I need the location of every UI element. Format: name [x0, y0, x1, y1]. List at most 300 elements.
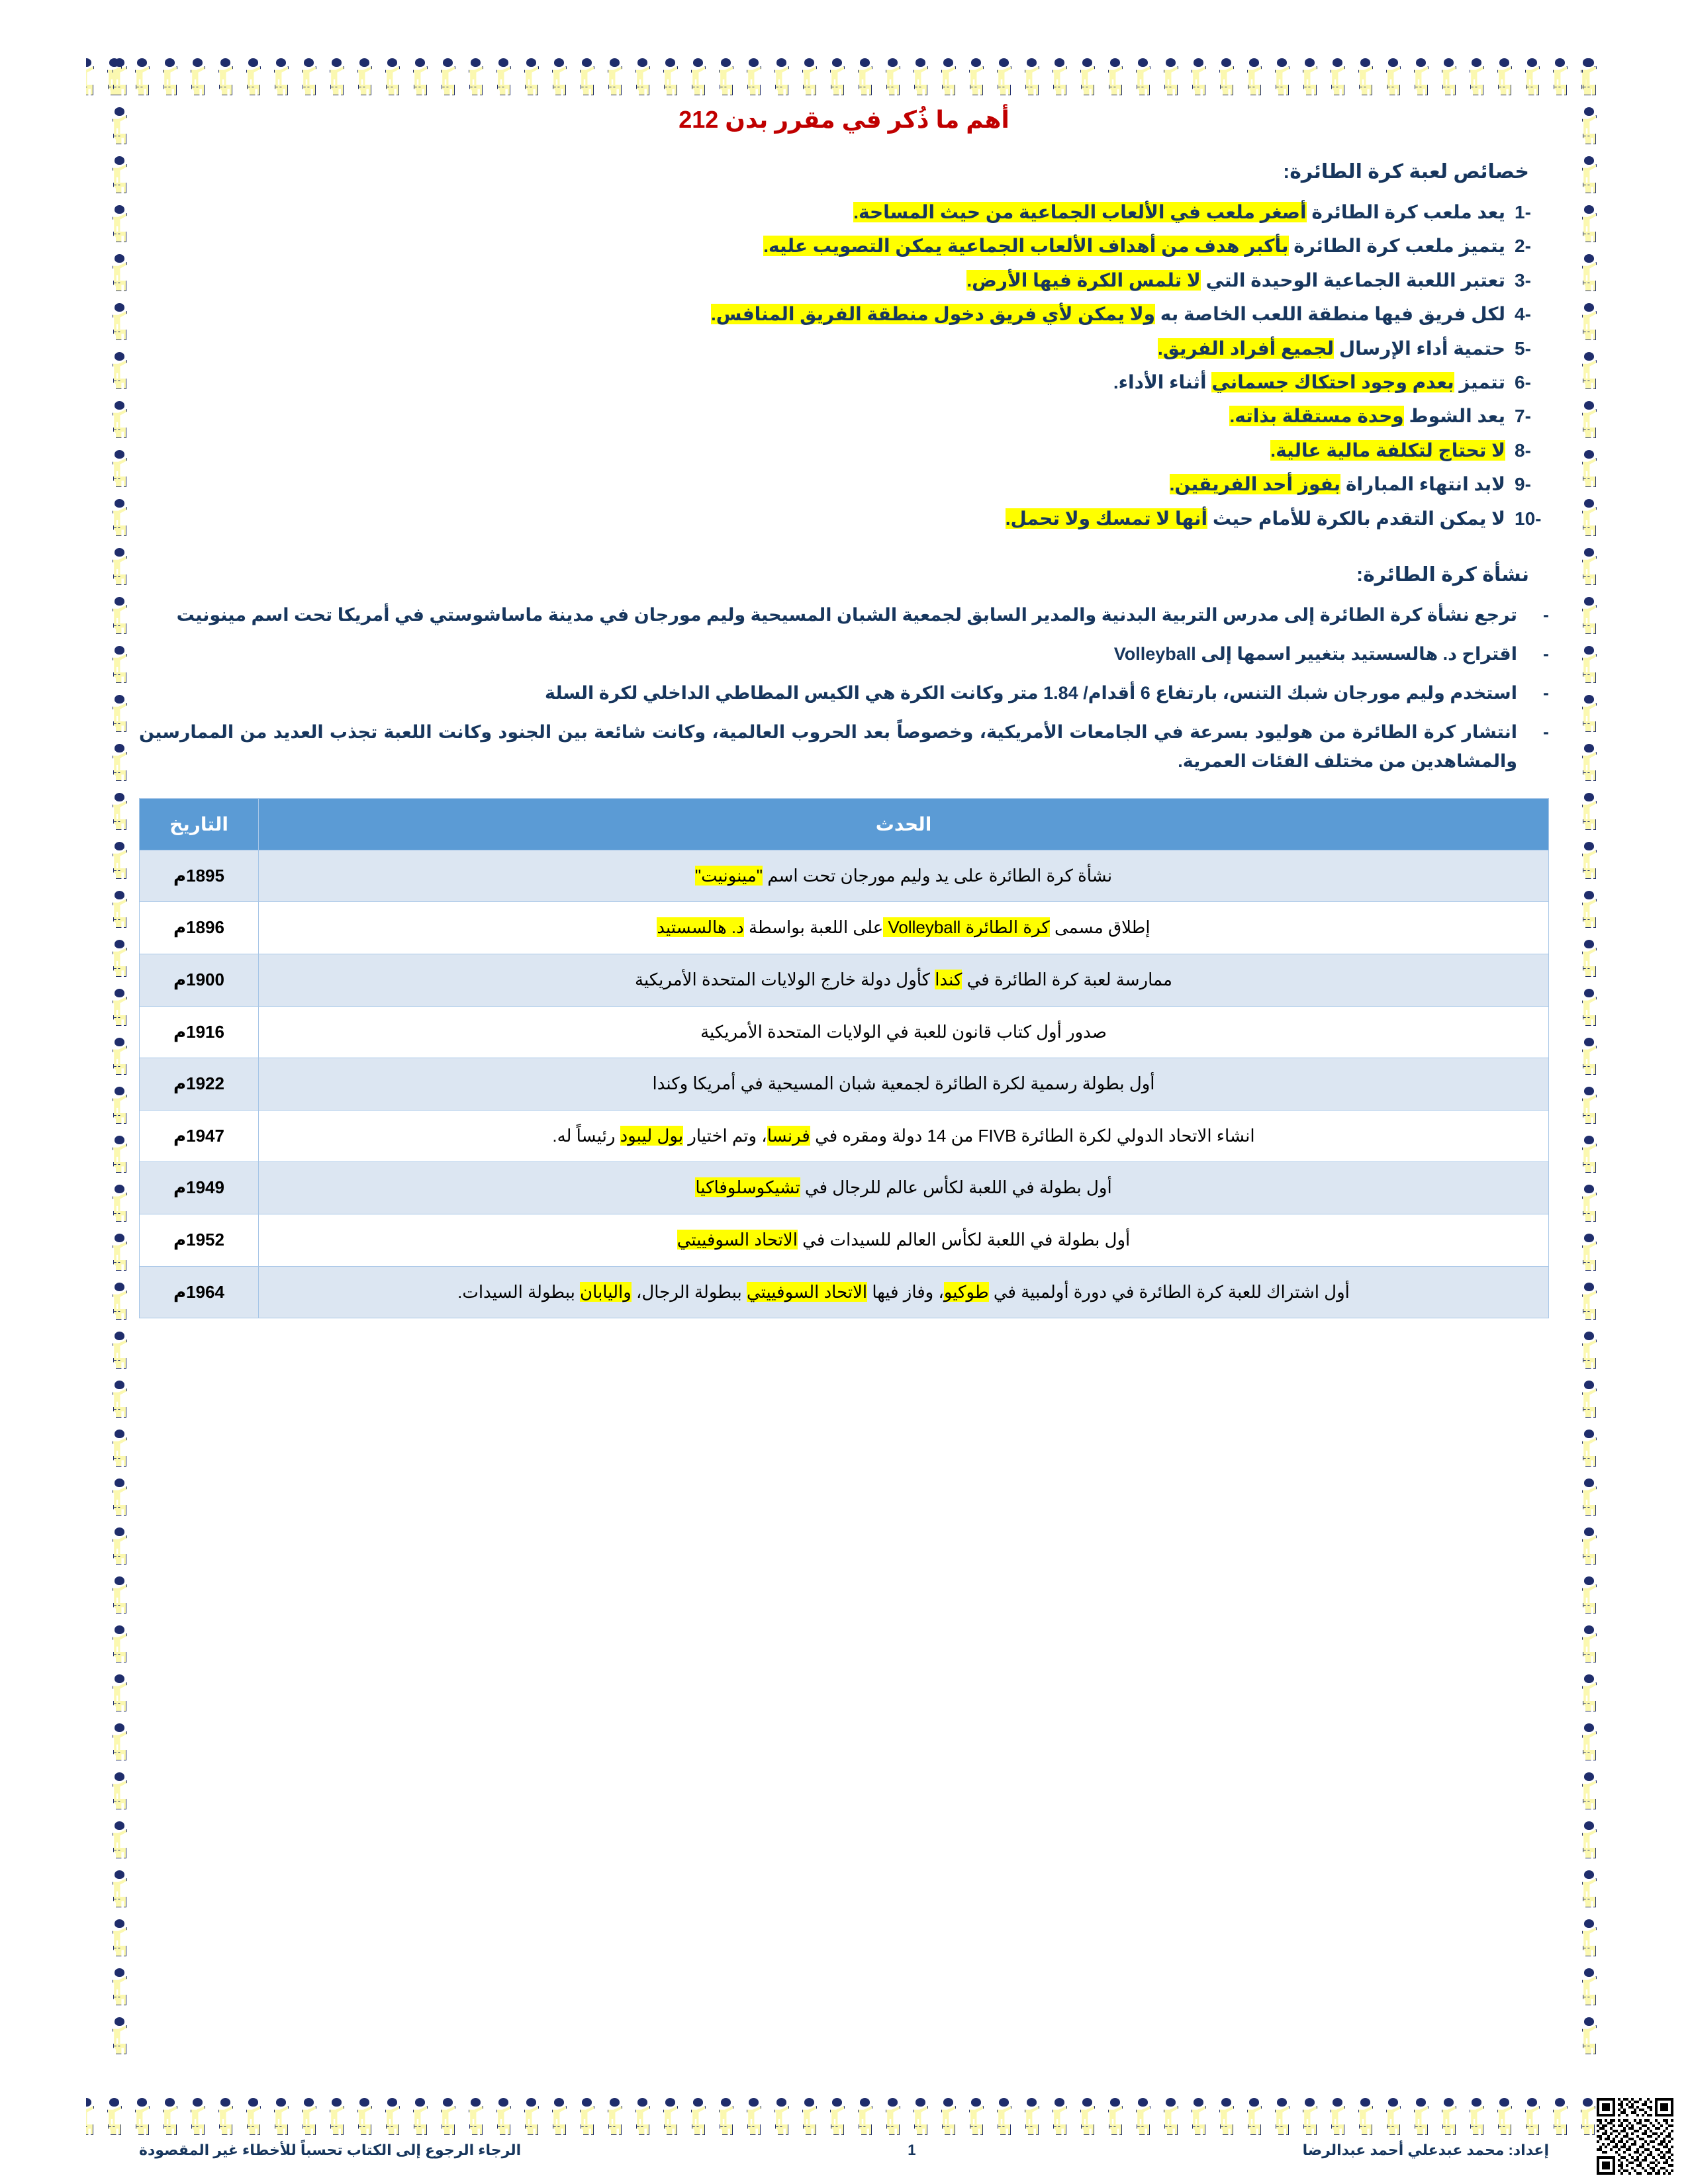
border-figurine-legs-icon	[113, 770, 126, 781]
border-figurine-legs-icon	[113, 1211, 126, 1222]
characteristic-item-text: تتميز بعدم وجود احتكاك جسماني أثناء الأداء.	[1113, 371, 1505, 392]
border-figurine-icon	[657, 2091, 684, 2140]
border-figurine-legs-icon	[1415, 2124, 1428, 2135]
border-figurine-legs-icon	[1137, 2124, 1150, 2135]
border-figurine-icon	[295, 52, 323, 101]
border-figurine-icon	[106, 1227, 134, 1276]
border-figurine-legs-icon	[1583, 1456, 1596, 1467]
border-figurine-icon	[106, 492, 134, 541]
border-figurine-legs-icon	[469, 2124, 483, 2135]
border-figurine-icon	[1102, 2091, 1129, 2140]
border-figurine-icon	[351, 2091, 379, 2140]
border-figurine-icon	[184, 2091, 212, 2140]
border-figurine-legs-icon	[1554, 2124, 1567, 2135]
border-figurine-icon	[240, 2091, 267, 2140]
border-figurine-legs-icon	[1303, 2124, 1317, 2135]
table-row	[140, 1110, 1549, 1162]
border-figurine-legs-icon	[164, 85, 177, 95]
border-figurine-icon	[184, 52, 212, 101]
border-figurine-icon	[106, 1325, 134, 1374]
border-figurine-legs-icon	[113, 672, 126, 683]
table-row	[140, 902, 1549, 954]
border-figurine-legs-icon	[608, 85, 622, 95]
border-figurine-icon	[1519, 2091, 1546, 2140]
border-figurine-icon	[351, 52, 379, 101]
border-figurine-icon	[462, 2091, 490, 2140]
border-figurine-icon	[879, 2091, 907, 2140]
border-figurine-legs-icon	[1583, 379, 1596, 389]
border-figurine-legs-icon	[442, 2124, 455, 2135]
border-figurine-icon	[518, 2091, 545, 2140]
border-figurine-icon	[106, 590, 134, 639]
highlighted-text: "مينونيت"	[694, 865, 763, 886]
border-figurine-legs-icon	[1583, 1554, 1596, 1565]
characteristic-item-text: لكل فريق فيها منطقة اللعب الخاصة به ولا يمكن لأي فريق دخول منطقة الفريق المنافس.	[710, 304, 1505, 325]
border-figurine-icon	[1129, 52, 1157, 101]
characteristic-item-text: يتميز ملعب كرة الطائرة بأكبر هدف من أهداف الألعاب الجماعية يمكن التصويب عليه.	[763, 236, 1505, 257]
border-figurine-icon	[990, 2091, 1018, 2140]
border-figurine-legs-icon	[113, 1897, 126, 1907]
characteristic-item-number: 5-	[1515, 338, 1531, 359]
border-figurine-legs-icon	[914, 85, 927, 95]
table-row	[140, 1266, 1549, 1318]
border-figurine-legs-icon	[1220, 2124, 1233, 2135]
border-figurine-icon	[1407, 52, 1435, 101]
border-figurine-icon	[434, 2091, 462, 2140]
border-figurine-legs-icon	[1583, 868, 1596, 879]
table-cell-date: 1895م	[140, 850, 259, 902]
border-figurine-icon	[518, 52, 545, 101]
border-figurine-icon	[106, 688, 134, 737]
characteristic-item-number: 8-	[1515, 439, 1531, 461]
border-figurine-icon	[1575, 150, 1603, 199]
border-figurine-icon	[106, 1766, 134, 1815]
table-cell-event: أول بطولة في اللعبة لكأس عالم للرجال في تشيكوسلوفاكيا	[259, 1162, 1549, 1214]
border-figurine-icon	[323, 52, 351, 101]
origin-item-bullet-icon: -	[1543, 722, 1549, 743]
characteristic-item-text: يعد الشوط وحدة مستقلة بذاته.	[1229, 406, 1505, 427]
highlighted-text: وحدة مستقلة بذاته.	[1229, 406, 1404, 427]
border-figurine-legs-icon	[330, 2124, 344, 2135]
border-figurine-icon	[907, 2091, 935, 2140]
page-footer	[139, 2142, 1549, 2159]
border-figurine-icon	[106, 982, 134, 1031]
border-figurine-icon	[1575, 933, 1603, 982]
border-figurine-icon	[1575, 101, 1603, 150]
border-figurine-legs-icon	[1583, 85, 1596, 95]
highlighted-text: واليابان	[580, 1281, 632, 1302]
border-figurine-legs-icon	[1583, 134, 1596, 144]
border-figurine-icon	[1575, 1080, 1603, 1129]
border-figurine-legs-icon	[113, 1946, 126, 1956]
border-figurine-icon	[1296, 2091, 1324, 2140]
border-figurine-icon	[1463, 52, 1491, 101]
border-figurine-legs-icon	[113, 966, 126, 977]
characteristic-item	[139, 334, 1549, 363]
highlighted-text: لجميع أفراد الفريق.	[1157, 338, 1335, 359]
border-figurine-icon	[128, 52, 156, 101]
table-cell-date: 1900م	[140, 954, 259, 1007]
table-cell-date: 1896م	[140, 902, 259, 954]
document-body	[139, 106, 1549, 2065]
border-figurine-icon	[740, 2091, 768, 2140]
border-figurine-legs-icon	[886, 2124, 900, 2135]
border-figurine-icon	[106, 1472, 134, 1521]
border-figurine-icon	[1575, 1178, 1603, 1227]
border-figurine-icon	[106, 1521, 134, 1570]
border-figurine-icon	[86, 2091, 101, 2140]
border-figurine-legs-icon	[497, 85, 510, 95]
border-figurine-icon	[106, 1374, 134, 1423]
border-figurine-legs-icon	[113, 1260, 126, 1271]
table-cell-event: إطلاق مسمى كرة الطائرة Volleyball على اللعبة بواسطة د. هالسستيد	[259, 902, 1549, 954]
border-figurine-icon	[962, 2091, 990, 2140]
border-figurine-legs-icon	[803, 85, 816, 95]
border-figurine-icon	[601, 2091, 629, 2140]
border-figurine-legs-icon	[247, 2124, 260, 2135]
border-figurine-icon	[935, 2091, 962, 2140]
border-figurine-legs-icon	[1331, 85, 1344, 95]
border-figurine-legs-icon	[1164, 85, 1178, 95]
border-figurine-icon	[106, 1423, 134, 1472]
border-figurine-legs-icon	[942, 85, 955, 95]
table-cell-date: 1964م	[140, 1266, 259, 1318]
border-figurine-icon	[1352, 52, 1380, 101]
border-figurine-icon	[1575, 2011, 1603, 2060]
origin-item	[139, 718, 1549, 775]
border-figurine-legs-icon	[191, 85, 205, 95]
border-figurine-legs-icon	[581, 85, 594, 95]
border-figurine-icon	[106, 541, 134, 590]
border-figurine-legs-icon	[1109, 2124, 1122, 2135]
border-figurine-icon	[1463, 2091, 1491, 2140]
border-figurine-legs-icon	[330, 85, 344, 95]
border-figurine-icon	[1046, 2091, 1074, 2140]
highlighted-text: كندا	[935, 970, 962, 990]
characteristic-item-number: 7-	[1515, 406, 1531, 427]
border-figurine-legs-icon	[113, 1701, 126, 1711]
table-row	[140, 1162, 1549, 1214]
border-figurine-legs-icon	[113, 281, 126, 291]
border-figurine-legs-icon	[113, 183, 126, 193]
border-figurine-icon	[1575, 394, 1603, 443]
border-figurine-icon	[1380, 52, 1407, 101]
characteristic-item-number: 1-	[1515, 202, 1531, 222]
highlighted-text: طوكيو	[943, 1281, 989, 1302]
section-heading-origin: نشأة كرة الطائرة:	[1356, 563, 1529, 586]
border-figurine-icon	[490, 52, 518, 101]
border-figurine-icon	[712, 2091, 740, 2140]
border-figurine-icon	[295, 2091, 323, 2140]
border-figurine-icon	[323, 2091, 351, 2140]
origin-item-bullet-icon: -	[1543, 604, 1549, 625]
border-figurine-legs-icon	[1192, 2124, 1205, 2135]
border-figurine-icon	[106, 296, 134, 345]
characteristic-item	[139, 436, 1549, 465]
border-figurine-legs-icon	[113, 1554, 126, 1565]
border-figurine-legs-icon	[1583, 672, 1596, 683]
border-figurine-icon	[1435, 2091, 1463, 2140]
border-figurine-icon	[1575, 1031, 1603, 1080]
highlighted-text: د. هالسستيد	[657, 917, 744, 938]
border-figurine-icon	[106, 786, 134, 835]
border-figurine-legs-icon	[113, 1162, 126, 1173]
border-figurine-legs-icon	[275, 2124, 288, 2135]
border-figurine-icon	[106, 1619, 134, 1668]
border-figurine-legs-icon	[581, 2124, 594, 2135]
table-cell-event: صدور أول كتاب قانون للعبة في الولايات المتحدة الأمريكية	[259, 1006, 1549, 1058]
border-figurine-legs-icon	[113, 917, 126, 928]
border-figurine-icon	[379, 52, 406, 101]
border-figurine-icon	[907, 52, 935, 101]
border-figurine-legs-icon	[113, 134, 126, 144]
origin-item-text: اقتراح د. هالسستيد بتغيير اسمها إلى Volleyball	[1113, 644, 1517, 664]
border-figurine-legs-icon	[1583, 281, 1596, 291]
border-figurine-legs-icon	[1526, 2124, 1539, 2135]
border-figurine-legs-icon	[1581, 85, 1595, 95]
border-figurine-legs-icon	[414, 85, 427, 95]
border-figurine-icon	[823, 52, 851, 101]
highlighted-text: الاتحاد السوفييتي	[746, 1281, 868, 1302]
border-figurine-icon	[1575, 1276, 1603, 1325]
highlighted-text: الاتحاد السوفييتي	[677, 1230, 798, 1250]
border-figurine-icon	[796, 2091, 823, 2140]
column-header-date: التاريخ	[140, 798, 259, 850]
origin-item-text: ترجع نشأة كرة الطائرة إلى مدرس التربية البدنية والمدير السابق لجمعية الشبان المسيحية وليم مورجان في مدينة ماساشوستي في أمريكا تحت اسم مينونيت	[176, 604, 1517, 625]
border-figurine-legs-icon	[113, 1848, 126, 1858]
characteristic-item	[139, 368, 1549, 396]
table-row	[140, 1058, 1549, 1111]
border-figurine-icon	[106, 150, 134, 199]
border-figurine-icon	[1185, 2091, 1213, 2140]
border-figurine-legs-icon	[113, 525, 126, 536]
border-figurine-icon	[490, 2091, 518, 2140]
border-figurine-icon	[935, 52, 962, 101]
characteristic-item-text: حتمية أداء الإرسال لجميع أفراد الفريق.	[1157, 338, 1505, 359]
border-figurine-icon	[106, 1668, 134, 1717]
border-figurine-icon	[106, 1080, 134, 1129]
table-cell-date: 1916م	[140, 1006, 259, 1058]
border-figurine-icon	[1546, 2091, 1574, 2140]
border-figurine-legs-icon	[1583, 2044, 1596, 2054]
border-figurine-icon	[240, 52, 267, 101]
border-figurine-legs-icon	[831, 85, 844, 95]
border-figurine-legs-icon	[113, 1750, 126, 1760]
border-figurine-icon	[1185, 52, 1213, 101]
border-figurine-icon	[1324, 52, 1352, 101]
border-figurine-icon	[106, 737, 134, 786]
border-figurine-legs-icon	[1583, 1358, 1596, 1369]
highlighted-text: أنها لا تمسك ولا تحمل.	[1005, 508, 1208, 529]
border-figurine-legs-icon	[1583, 1505, 1596, 1516]
highlighted-text: كرة الطائرة Volleyball	[883, 917, 1050, 938]
border-figurine-legs-icon	[1220, 85, 1233, 95]
border-figurine-legs-icon	[942, 2124, 955, 2135]
border-figurine-icon	[684, 52, 712, 101]
border-figurine-legs-icon	[1583, 721, 1596, 732]
table-cell-event: انشاء الاتحاد الدولي لكرة الطائرة FIVB من 14 دولة ومقره في فرنسا، وتم اختيار بول ليبود رئيساً له.	[259, 1110, 1549, 1162]
border-figurine-legs-icon	[136, 85, 149, 95]
border-figurine-icon	[1407, 2091, 1435, 2140]
origin-item-bullet-icon: -	[1543, 644, 1549, 664]
border-figurine-icon	[1213, 2091, 1241, 2140]
border-figurine-legs-icon	[1583, 525, 1596, 536]
border-figurine-legs-icon	[1498, 2124, 1511, 2135]
border-figurine-legs-icon	[386, 2124, 399, 2135]
border-figurine-icon	[1575, 1227, 1603, 1276]
border-figurine-icon	[1157, 52, 1185, 101]
border-figurine-legs-icon	[113, 1358, 126, 1369]
border-figurine-icon	[1546, 52, 1574, 101]
border-figurine-legs-icon	[113, 477, 126, 487]
border-figurine-icon	[1491, 52, 1519, 101]
border-figurine-legs-icon	[1442, 85, 1456, 95]
border-figurine-legs-icon	[113, 1799, 126, 1809]
border-figurine-legs-icon	[1331, 2124, 1344, 2135]
border-figurine-icon	[1575, 1913, 1603, 1962]
characteristic-item	[139, 198, 1549, 226]
border-figurine-legs-icon	[970, 85, 983, 95]
border-figurine-icon	[1575, 1129, 1603, 1178]
border-figurine-icon	[1575, 492, 1603, 541]
border-figurine-icon	[406, 2091, 434, 2140]
border-figurine-legs-icon	[1583, 1799, 1596, 1809]
border-figurine-legs-icon	[692, 85, 705, 95]
border-figurine-icon	[879, 52, 907, 101]
border-figurine-icon	[1575, 296, 1603, 345]
border-figurine-icon	[106, 1276, 134, 1325]
border-figurine-legs-icon	[303, 2124, 316, 2135]
border-figurine-icon	[106, 835, 134, 884]
border-figurine-legs-icon	[358, 85, 371, 95]
border-figurine-legs-icon	[113, 2044, 126, 2054]
border-figurine-icon	[156, 52, 184, 101]
border-figurine-icon	[1324, 2091, 1352, 2140]
border-figurine-legs-icon	[113, 819, 126, 830]
border-figurine-legs-icon	[113, 1064, 126, 1075]
column-header-event: الحدث	[259, 798, 1549, 850]
footer-author: إعداد: محمد عبدعلي أحمد عبدالرضا	[1302, 2142, 1549, 2158]
characteristic-item-text: يعد ملعب كرة الطائرة أصغر ملعب في الألعاب الجماعية من حيث المساحة.	[853, 202, 1505, 222]
origin-list	[139, 601, 1549, 776]
border-figurine-legs-icon	[414, 2124, 427, 2135]
border-figurine-icon	[1575, 1717, 1603, 1766]
border-figurine-legs-icon	[108, 2124, 121, 2135]
highlighted-text: بعدم وجود احتكاك جسماني	[1211, 371, 1454, 392]
border-figurine-icon	[1575, 1472, 1603, 1521]
characteristic-item-number: 6-	[1515, 371, 1531, 392]
border-figurine-legs-icon	[1192, 85, 1205, 95]
border-figurine-legs-icon	[1583, 917, 1596, 928]
border-figurine-icon	[106, 1962, 134, 2011]
border-figurine-legs-icon	[636, 85, 649, 95]
border-figurine-legs-icon	[1053, 85, 1066, 95]
border-figurine-legs-icon	[998, 85, 1011, 95]
border-figurine-icon	[1241, 52, 1268, 101]
border-figurine-icon	[1575, 835, 1603, 884]
border-figurine-icon	[629, 2091, 657, 2140]
border-figurine-legs-icon	[1164, 2124, 1178, 2135]
border-figurine-legs-icon	[1025, 2124, 1039, 2135]
border-figurine-icon	[106, 639, 134, 688]
highlighted-text: تشيكوسلوفاكيا	[695, 1177, 800, 1198]
border-figurine-legs-icon	[1276, 85, 1289, 95]
border-figurine-legs-icon	[1081, 2124, 1094, 2135]
characteristic-item	[139, 232, 1549, 260]
border-figurine-icon	[1102, 52, 1129, 101]
highlighted-text: بول ليبود	[620, 1125, 684, 1146]
border-figurine-icon	[106, 1815, 134, 1864]
border-figurine-icon	[1575, 1864, 1603, 1913]
characteristic-item-number: 9-	[1515, 474, 1531, 495]
footer-page-number: 1	[908, 2142, 916, 2158]
border-figurine-icon	[990, 52, 1018, 101]
border-figurine-legs-icon	[113, 232, 126, 242]
border-figurine-icon	[212, 52, 240, 101]
table-cell-date: 1922م	[140, 1058, 259, 1111]
timeline-table	[139, 798, 1549, 1318]
border-figurine-legs-icon	[303, 85, 316, 95]
border-strip-bottom	[86, 2091, 1602, 2140]
border-figurine-icon	[1129, 2091, 1157, 2140]
border-figurine-legs-icon	[1137, 85, 1150, 95]
border-figurine-legs-icon	[775, 2124, 788, 2135]
border-figurine-legs-icon	[970, 2124, 983, 2135]
border-strip-top	[86, 52, 1602, 101]
border-figurine-icon	[106, 101, 134, 150]
border-figurine-legs-icon	[859, 85, 872, 95]
border-figurine-icon	[106, 1864, 134, 1913]
highlighted-text: بفوز أحد الفريقين.	[1169, 474, 1341, 495]
border-figurine-legs-icon	[442, 85, 455, 95]
border-figurine-icon	[740, 52, 768, 101]
border-figurine-legs-icon	[113, 1505, 126, 1516]
characteristic-item-text: لا يمكن التقدم بالكرة للأمام حيث أنها لا تمسك ولا تحمل.	[1005, 508, 1505, 529]
border-figurine-legs-icon	[1583, 1407, 1596, 1418]
border-figurine-legs-icon	[86, 2124, 93, 2135]
border-figurine-icon	[267, 52, 295, 101]
border-figurine-legs-icon	[113, 428, 126, 438]
border-figurine-legs-icon	[1248, 85, 1261, 95]
border-figurine-icon	[106, 1913, 134, 1962]
characteristic-item-number: 10-	[1515, 508, 1542, 529]
border-figurine-legs-icon	[1583, 574, 1596, 585]
border-figurine-icon	[101, 52, 128, 101]
characteristic-item-text: لابد انتهاء المباراة بفوز أحد الفريقين.	[1169, 474, 1505, 495]
border-figurine-icon	[1380, 2091, 1407, 2140]
border-figurine-legs-icon	[1387, 85, 1400, 95]
border-figurine-legs-icon	[1583, 1652, 1596, 1662]
border-figurine-legs-icon	[1583, 770, 1596, 781]
page-title: أهم ما ذُكر في مقرر بدن 212	[679, 106, 1009, 133]
border-figurine-legs-icon	[553, 2124, 566, 2135]
border-figurine-icon	[1435, 52, 1463, 101]
table-row	[140, 1214, 1549, 1267]
border-figurine-icon	[545, 2091, 573, 2140]
border-figurine-legs-icon	[113, 1113, 126, 1124]
border-figurine-icon	[1575, 590, 1603, 639]
border-figurine-legs-icon	[1025, 85, 1039, 95]
origin-item	[139, 679, 1549, 707]
border-figurine-icon	[106, 1178, 134, 1227]
characteristic-item	[139, 266, 1549, 295]
border-figurine-legs-icon	[914, 2124, 927, 2135]
border-figurine-legs-icon	[113, 1603, 126, 1614]
border-figurine-legs-icon	[1583, 966, 1596, 977]
border-figurine-legs-icon	[113, 721, 126, 732]
border-figurine-legs-icon	[1583, 428, 1596, 438]
section-heading-characteristics: خصائص لعبة كرة الطائرة:	[1283, 161, 1529, 183]
